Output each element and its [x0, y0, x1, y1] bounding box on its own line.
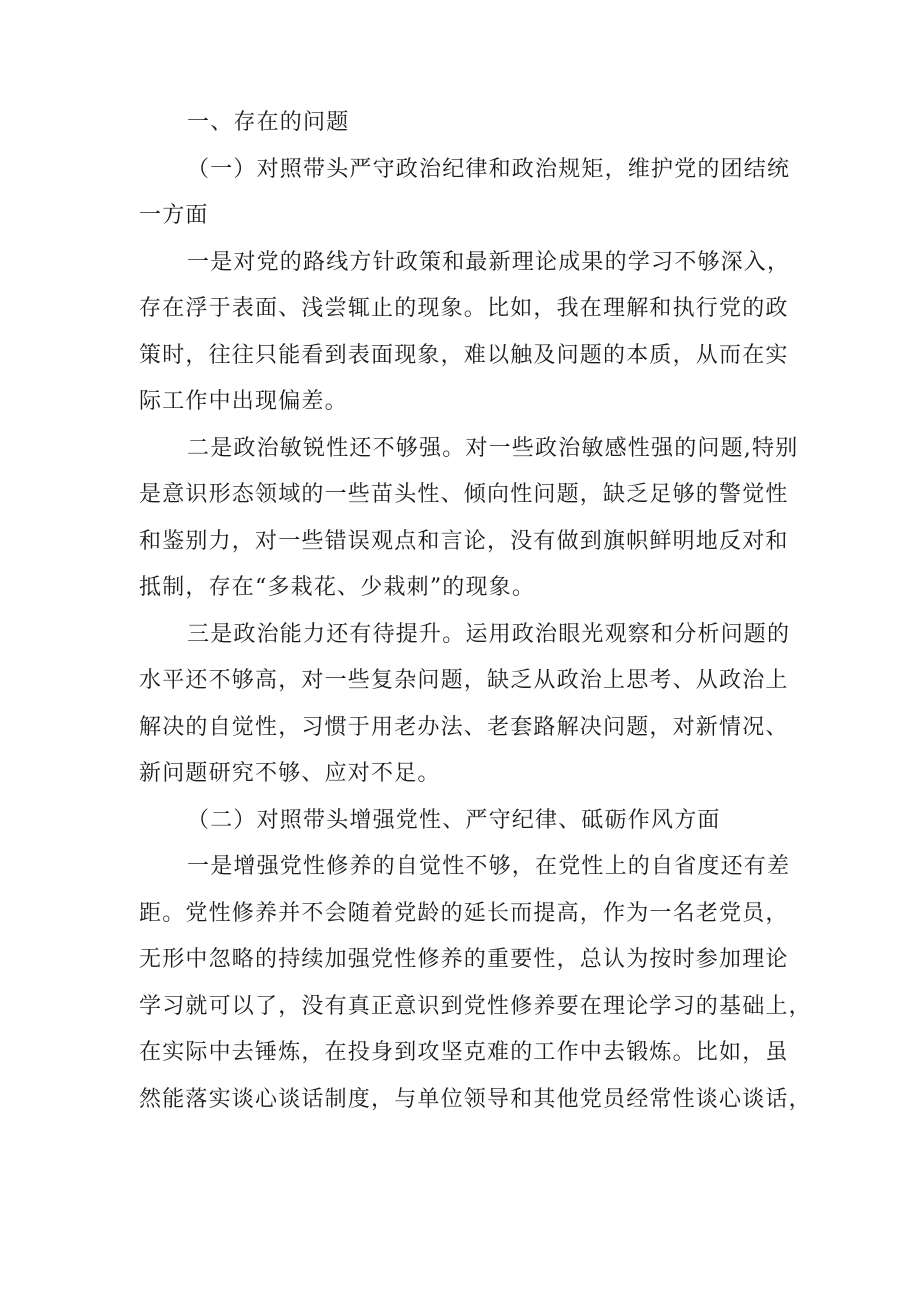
section-1-para-2-line-3: 和鉴别力，对一些错误观点和言论，没有做到旗帜鲜明地反对和: [139, 528, 789, 554]
section-1-para-2-line-1: 二是政治敏锐性还不够强。对一些政治敏感性强的问题,特别: [187, 435, 799, 461]
section-1-para-1-line-4: 际工作中出现偏差。: [139, 389, 348, 414]
section-1-para-1-line-3: 策时，往往只能看到表面现象，难以触及问题的本质，从而在实: [139, 342, 789, 368]
section-1-para-2-line-2: 是意识形态领域的一些苗头性、倾向性问题，缺乏足够的警觉性: [139, 482, 789, 507]
section-1-title-line-2: 一方面: [139, 203, 209, 228]
section-2-para-1-line-1: 一是增强党性修养的自觉性不够，在党性上的自省度还有差: [187, 854, 791, 879]
section-2-para-1-line-6: 然能落实谈心谈话制度，与单位领导和其他党员经常性谈心谈话，: [139, 1086, 812, 1112]
section-1-para-2-line-4: 抵制，存在“多栽花、少栽刺”的现象。: [139, 575, 536, 600]
section-2-para-1-line-3: 无形中忽略的持续加强党性修养的重要性，总认为按时参加理论: [139, 947, 789, 972]
section-1-title-line-1: （一）对照带头严守政治纪律和政治规矩，维护党的团结统: [187, 156, 791, 182]
document-body: [139, 100, 812, 1123]
section-2-title: （二）对照带头增强党性、严守纪律、砥砺作风方面: [187, 807, 721, 833]
heading-existing-problems: 一、存在的问题: [187, 110, 350, 135]
section-1-para-3-line-3: 解决的自觉性，习惯于用老办法、老套路解决问题，对新情况、: [139, 714, 789, 740]
section-2-para-1-line-4: 学习就可以了，没有真正意识到党性修养要在理论学习的基础上，: [139, 993, 812, 1019]
section-2-para-1-line-5: 在实际中去锤炼，在投身到攻坚克难的工作中去锻炼。比如，虽: [139, 1040, 789, 1065]
section-1-para-3-line-4: 新问题研究不够、应对不足。: [139, 761, 441, 786]
section-1-para-1-line-2: 存在浮于表面、浅尝辄止的现象。比如，我在理解和执行党的政: [139, 296, 789, 321]
section-1-para-3-line-2: 水平还不够高，对一些复杂问题，缺乏从政治上思考、从政治上: [139, 668, 789, 693]
section-1-para-1-line-1: 一是对党的路线方针政策和最新理论成果的学习不够深入，: [187, 249, 791, 275]
section-2-para-1-line-2: 距。党性修养并不会随着党龄的延长而提高，作为一名老党员，: [139, 900, 789, 926]
section-1-para-3-line-1: 三是政治能力还有待提升。运用政治眼光观察和分析问题的: [187, 621, 791, 647]
